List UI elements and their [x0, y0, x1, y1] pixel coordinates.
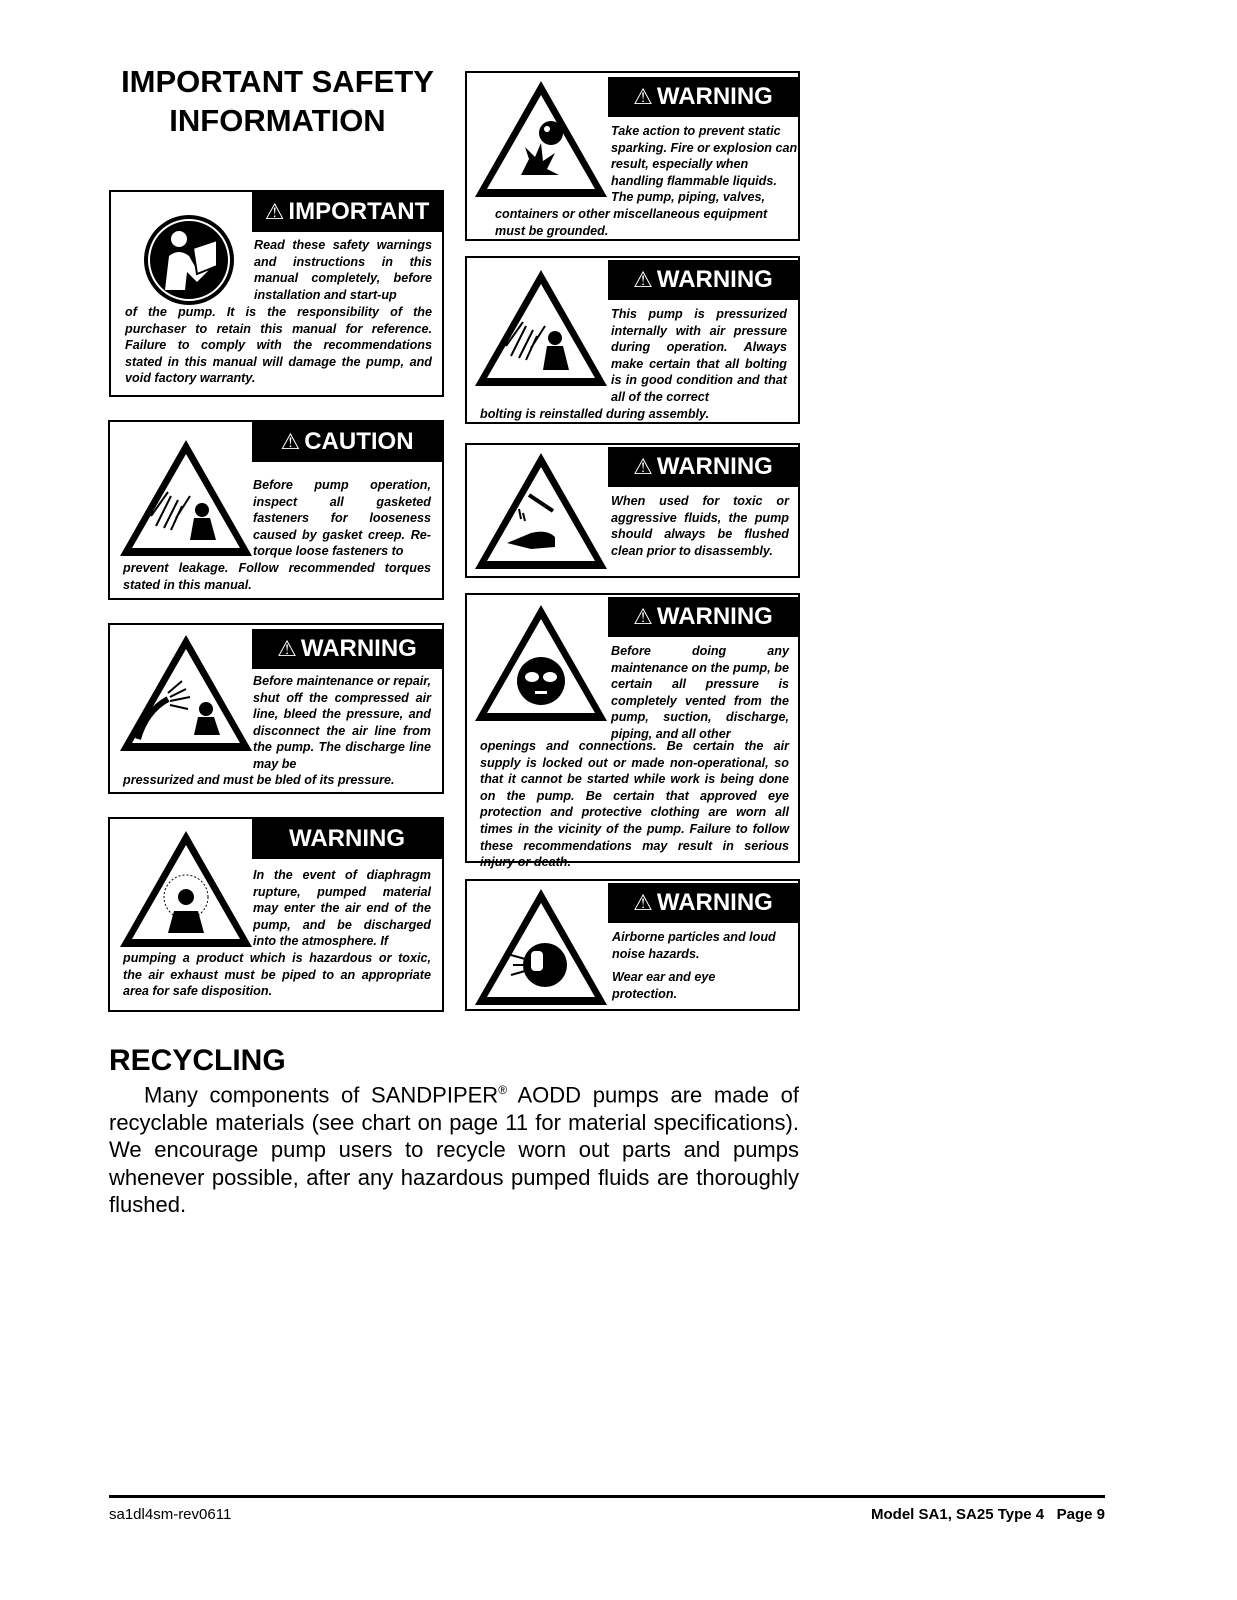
registered-mark: ®	[498, 1083, 508, 1097]
warning-box-static	[465, 71, 800, 241]
recycling-text-start: Many components of SANDPIPER	[144, 1082, 499, 1108]
warning-box-pressurized	[465, 256, 800, 424]
warning-banner	[608, 883, 798, 923]
warning-diaphragm-text-top: In the event of diaphragm rupture, pumped material may enter the air end of the pump, and be discharged into the atmosphere. If	[253, 868, 431, 949]
important-text-top: Read these safety warnings and instructions in this manual completely, before installation and start-up	[254, 238, 432, 302]
warning-box-diaphragm	[108, 817, 444, 1012]
eye-protection-icon	[471, 601, 611, 725]
banner-label: WARNING	[656, 603, 773, 630]
pressure-spray-hazard-icon	[116, 436, 256, 560]
warning-box-toxic	[465, 443, 800, 578]
banner-label: WARNING	[656, 266, 773, 293]
warning-static-text-top: Take action to prevent static sparking. Fire or explosion can result, especially when handling flammable liquids. The pump, piping, valves,	[611, 124, 798, 205]
warning-pressurized-text-bottom: bolting is reinstalled during assembly.	[480, 407, 710, 421]
banner-label: CAUTION	[304, 428, 414, 455]
air-pressure-hazard-icon	[116, 631, 256, 755]
caution-text-bottom: prevent leakage. Follow recommended torques stated in this manual.	[123, 561, 431, 592]
caution-box	[108, 420, 444, 600]
caution-banner	[252, 422, 442, 462]
footer-rule	[109, 1495, 1105, 1498]
important-banner	[252, 192, 442, 232]
model-page-label: Model SA1, SA25 Type 4 Page 9	[871, 1506, 1105, 1523]
warning-triangle-icon: ⚠	[633, 454, 653, 479]
warning-triangle-icon: ⚠	[277, 636, 297, 661]
warning-box-air-line	[108, 623, 444, 794]
explosion-hazard-icon	[471, 77, 611, 201]
warning-triangle-icon: ⚠	[633, 604, 653, 629]
warning-banner	[608, 77, 798, 117]
caution-text-top: Before pump operation, inspect all gasketed fasteners for looseness caused by gasket creep. Re-torque loose fasteners to	[253, 478, 431, 559]
warning-banner	[252, 819, 442, 859]
warning-maintenance-text-top: Before doing any maintenance on the pump, be certain all pressure is completely vented from the pump, suction, discharge, piping, and all other	[611, 644, 789, 741]
banner-label: WARNING	[289, 825, 405, 852]
warning-triangle-icon: ⚠	[633, 890, 653, 915]
read-manual-icon	[141, 212, 237, 308]
important-notice-box	[109, 190, 444, 397]
warning-airborne-text-top: Airborne particles and loud noise hazards.	[612, 930, 776, 961]
important-text-bottom: of the pump. It is the responsibility of the purchaser to retain this manual for reference. Failure to comply with the recommendations stated in this manual will damage the pump, and void factory warranty.	[125, 305, 432, 386]
warning-pressurized-text-top: This pump is pressurized internally with air pressure during operation. Always make certain that all bolting is in good condition and that all of the correct	[611, 307, 787, 404]
warning-banner	[608, 597, 798, 637]
banner-label: WARNING	[300, 635, 417, 662]
warning-banner	[608, 447, 798, 487]
banner-label: WARNING	[656, 453, 773, 480]
warning-air-text-top: Before maintenance or repair, shut off the compressed air line, bleed the pressure, and disconnect the air line from the pump. The discharge line may be	[253, 674, 431, 771]
warning-air-text-bottom: pressurized and must be bled of its pressure.	[123, 773, 395, 787]
warning-triangle-icon: ⚠	[280, 429, 301, 454]
warning-triangle-icon: ⚠	[633, 84, 653, 109]
recycling-paragraph	[109, 1077, 799, 1219]
warning-banner	[252, 629, 442, 669]
ear-eye-protection-icon	[471, 885, 611, 1009]
warning-box-maintenance	[465, 593, 800, 870]
warning-static-text-bottom: containers or other miscellaneous equipment must be grounded.	[495, 207, 768, 238]
warning-triangle-icon: ⚠	[633, 267, 653, 292]
banner-label: IMPORTANT	[288, 198, 430, 225]
warning-box-airborne	[465, 879, 800, 1011]
toxic-exhaust-hazard-icon	[116, 827, 256, 951]
warning-banner	[608, 260, 798, 300]
banner-label: WARNING	[656, 83, 773, 110]
warning-diaphragm-text-bottom: pumping a product which is hazardous or toxic, the air exhaust must be piped to an appropriate area for safe disposition.	[123, 951, 431, 999]
corrosive-hazard-icon	[471, 449, 611, 573]
warning-triangle-icon: ⚠	[264, 199, 285, 224]
warning-airborne-text-bottom: Wear ear and eye protection.	[612, 970, 716, 1001]
document-code: sa1dl4sm-rev0611	[109, 1506, 232, 1523]
banner-label: WARNING	[656, 889, 773, 916]
warning-toxic-text: When used for toxic or aggressive fluids, the pump should always be flushed clean prior to disassembly.	[611, 494, 789, 558]
page-title: IMPORTANT SAFETY INFORMATION	[121, 64, 434, 138]
pressurized-pump-hazard-icon	[471, 266, 611, 390]
warning-maintenance-text-bottom: openings and connections. Be certain the air supply is locked out or made non-operational, so that it cannot be started while work is being done on the pump. Be certain that approved eye protection and protective clothing are worn all times in the vicinity of the pump. Failure to follow these recommendations may result in serious injury or death.	[480, 739, 789, 870]
recycling-text-rest: AODD pumps are made of recyclable materials (see chart on page 11 for material specifications). We encourage pump users to recycle worn out parts and pumps whenever possible, after any hazardous pumped fluids are thoroughly flushed.	[109, 1082, 799, 1218]
recycling-heading: RECYCLING	[109, 1044, 286, 1077]
